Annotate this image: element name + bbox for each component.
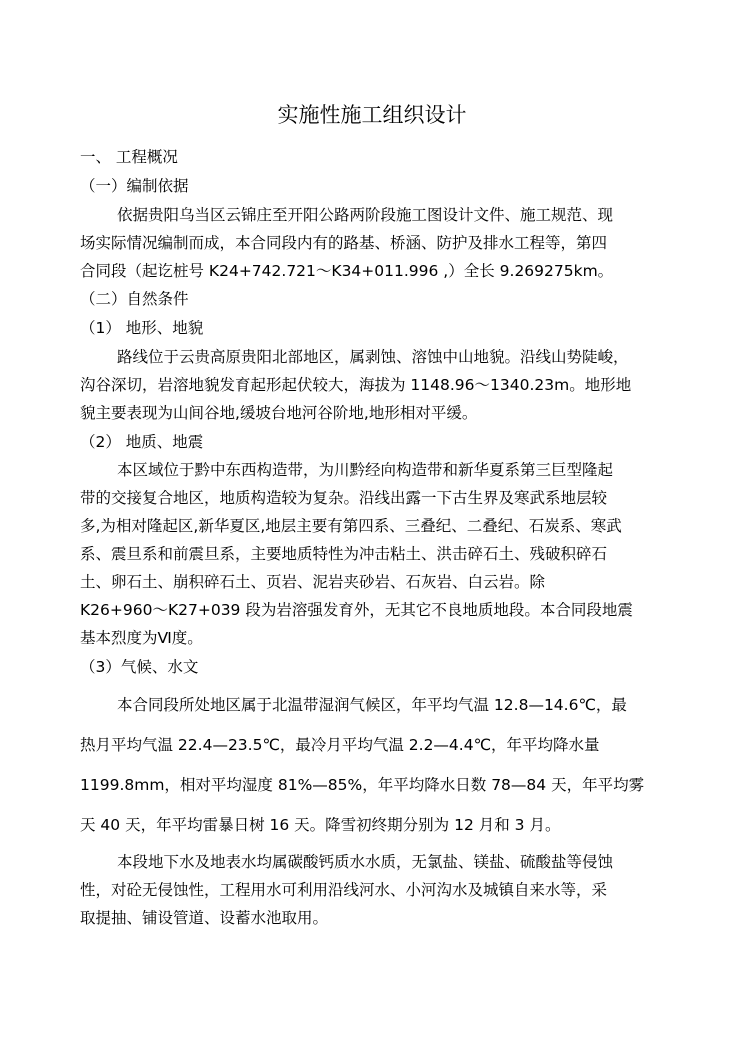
document-title: 实施性施工组织设计 <box>277 103 467 127</box>
water-paragraph-line: 取提抽、铺设管道、设蓄水池取用。 <box>80 909 329 927</box>
geology-paragraph-line: 基本烈度为Ⅵ度。 <box>80 629 203 647</box>
basis-paragraph-line: 依据贵阳乌当区云锦庄至开阳公路两阶段施工图设计文件、施工规范、现 <box>117 206 614 224</box>
section-heading-overview: 一、 工程概况 <box>80 148 178 166</box>
water-paragraph-line: 性，对砼无侵蚀性，工程用水可利用沿线河水、小河沟水及城镇自来水等，采 <box>80 881 608 899</box>
terrain-paragraph-line: 沟谷深切，岩溶地貌发育起形起伏较大，海拔为 1148.96～1340.23m。地形地 <box>80 376 632 394</box>
geology-paragraph-line: 多,为相对隆起区,新华夏区,地层主要有第四系、三叠纪、二叠纪、石炭系、寒武 <box>80 517 622 535</box>
subsection-heading-basis: （一）编制依据 <box>80 177 189 195</box>
geology-paragraph-line: K26+960～K27+039 段为岩溶强发育外，无其它不良地质地段。本合同段地震 <box>80 601 633 619</box>
climate-paragraph-line: 本合同段所处地区属于北温带湿润气候区，年平均气温 12.8—14.6℃，最 <box>117 696 627 714</box>
terrain-paragraph-line: 路线位于云贵高原贵阳北部地区，属剥蚀、溶蚀中山地貌。沿线山势陡峻， <box>117 348 629 366</box>
heading-geology: （2） 地质、地震 <box>80 433 204 451</box>
basis-paragraph-line: 场实际情况编制而成，本合同段内有的路基、桥涵、防护及排水工程等，第四 <box>80 234 608 252</box>
heading-terrain: （1） 地形、地貌 <box>80 319 204 337</box>
heading-climate: （3）气候、水文 <box>80 658 199 676</box>
climate-paragraph-line: 1199.8mm，相对平均湿度 81%—85%，年平均降水日数 78—84 天，年平均雾 <box>80 776 645 794</box>
subsection-heading-natural-conditions: （二）自然条件 <box>80 290 189 308</box>
geology-paragraph-line: 带的交接复合地区，地质构造较为复杂。沿线出露一下古生界及寒武系地层较 <box>80 489 608 507</box>
geology-paragraph-line: 土、卵石土、崩积碎石土、页岩、泥岩夹砂岩、石灰岩、白云岩。除 <box>80 573 546 591</box>
geology-paragraph-line: 系、震旦系和前震旦系，主要地质特性为冲击粘土、洪击碎石土、残破积碎石 <box>80 545 608 563</box>
basis-paragraph-line: 合同段（起讫桩号 K24+742.721～K34+011.996 ,）全长 9.269275km。 <box>80 262 614 280</box>
geology-paragraph-line: 本区域位于黔中东西构造带，为川黔经向构造带和新华夏系第三巨型隆起 <box>117 461 614 479</box>
water-paragraph-line: 本段地下水及地表水均属碳酸钙质水水质，无氯盐、镁盐、硫酸盐等侵蚀 <box>117 853 614 871</box>
terrain-paragraph-line: 貌主要表现为山间谷地,缓坡台地河谷阶地,地形相对平缓。 <box>80 404 478 422</box>
climate-paragraph-line: 天 40 天，年平均雷暴日树 16 天。降雪初终期分别为 12 月和 3 月。 <box>80 816 561 834</box>
climate-paragraph-line: 热月平均气温 22.4—23.5℃，最冷月平均气温 2.2—4.4℃，年平均降水量 <box>80 736 600 754</box>
